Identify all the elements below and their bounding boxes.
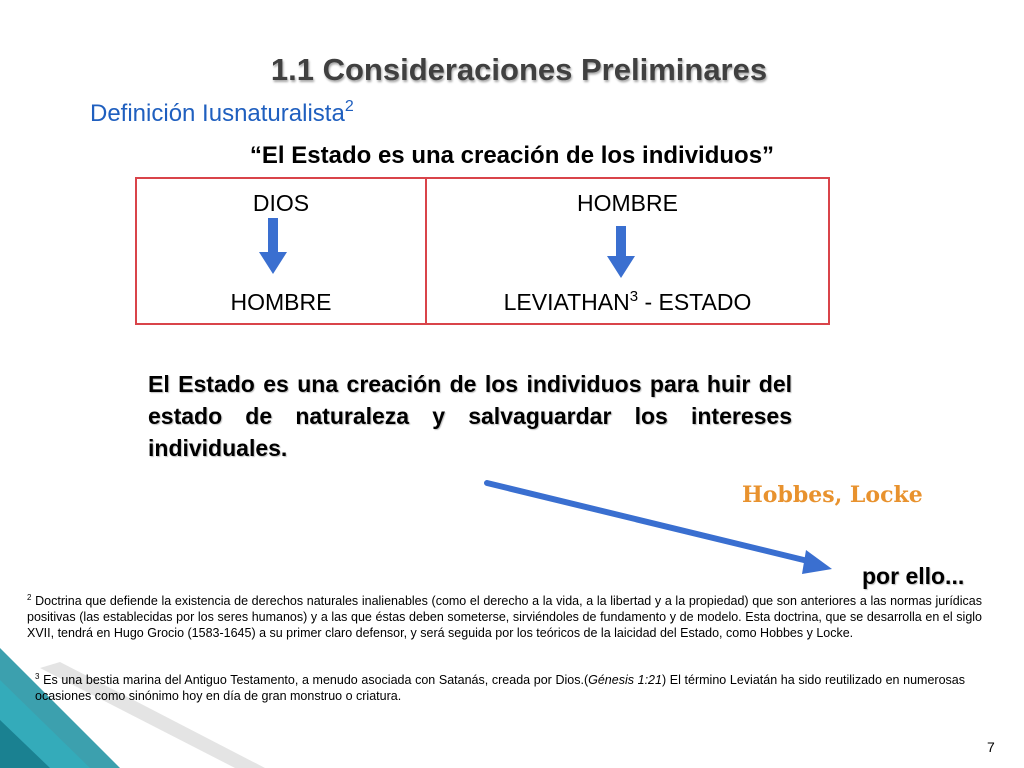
subtitle-footnote-ref: 2 [344,98,354,115]
footnote-3-reference: Génesis 1:21 [588,673,662,688]
quote: “El Estado es una creación de los individuos” [249,142,775,169]
leviathan-text: LEVIATHAN [503,289,630,315]
footnote-3 [35,669,965,704]
por-ello-label: por ello... [862,563,965,589]
footnote-3-text-a: Es una bestia marina del Antiguo Testamento, a menudo asociada con Satanás, creada por Dios.( [39,673,589,688]
page-number: 7 [987,739,995,755]
slide-title: 1.1 Consideraciones Preliminares [270,52,768,87]
subtitle-text: Definición Iusnaturalista [90,100,345,127]
footnote-3-text-b: ) El término Leviatán ha sido reutilizado en numerosas ocasiones como sinónimo hoy en día de gran monstruo o criatura. [35,673,965,704]
right-bottom-label [427,289,828,316]
footnote-2 [27,590,982,641]
footnote-2-text: Doctrina que defiende la existencia de derechos naturales inalienables (como el derecho a la vida, a la libertad y a la propiedad) que son anteriores a las normas jurídicas positivas (las establecidas por los seres humanos) y a las que éstas deben someterse, sirviéndoles de fundamento y de modelo. Esta doctrina, que se desarrolla en el siglo XVII, tendrá en Hugo Grocio (1583-1645) a su primer claro defensor, y será seguida por los teóricos de la laicidad del Estado, como Hobbes y Locke. [27,594,982,641]
left-bottom-label: HOMBRE [230,289,332,315]
footnote-3-number: 3 [35,672,40,681]
footnote-2-number: 2 [27,593,32,602]
authors-label: Hobbes, Locke [742,482,923,508]
right-top-label: HOMBRE [577,190,678,216]
corner-decoration [0,648,265,768]
subtitle [90,100,354,128]
estado-text: - ESTADO [638,289,752,315]
left-top-label: DIOS [252,190,310,216]
leviathan-footnote-ref: 3 [629,288,639,305]
main-statement: El Estado es una creación de los individuos para huir del estado de naturaleza y salvaguardar los intereses individuales. [148,371,792,461]
